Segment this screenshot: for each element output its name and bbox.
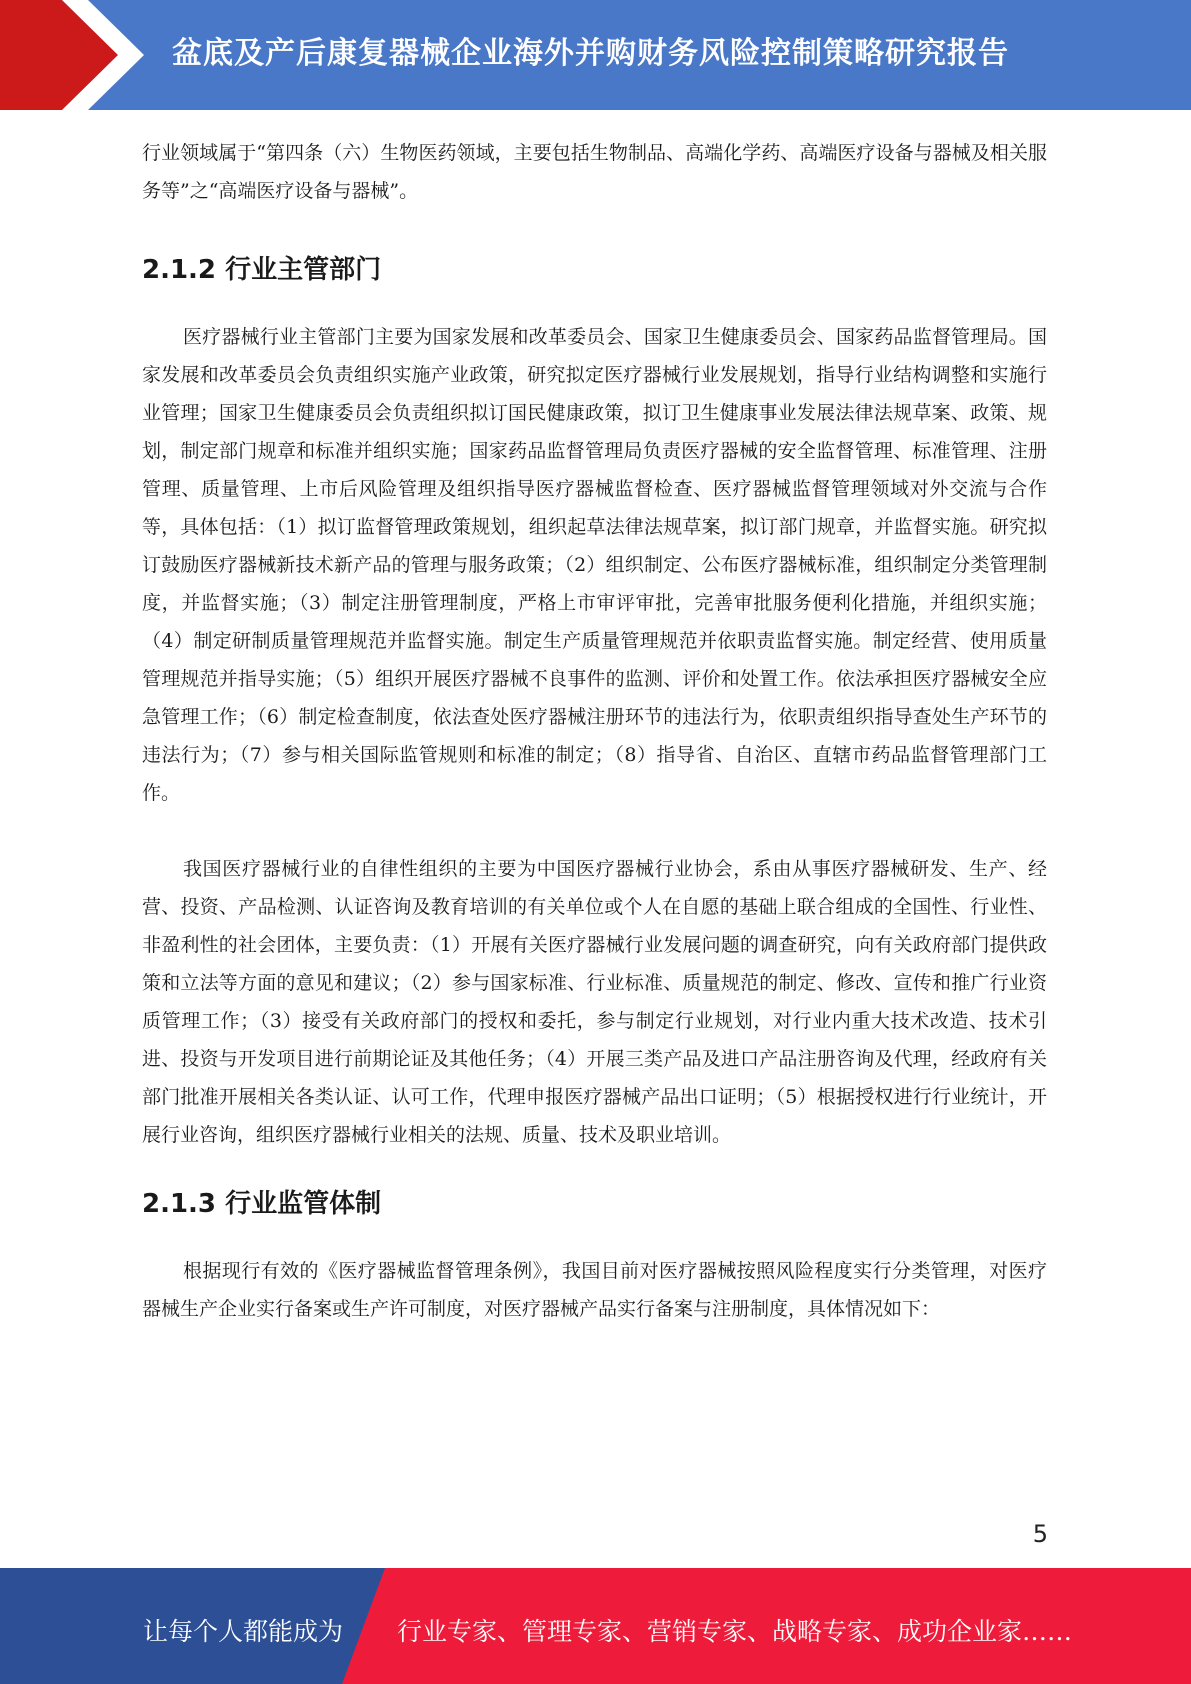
- page-content: [142, 134, 1047, 1328]
- page-header: [0, 0, 1191, 110]
- paragraph-industry-association: 我国医疗器械行业的自律性组织的主要为中国医疗器械行业协会，系由从事医疗器械研发、生产、经营、投资、产品检测、认证咨询及教育培训的有关单位或个人在自愿的基础上联合组成的全国性、行业性、非盈利性的社会团体，主要负责：（1）开展有关医疗器械行业发展问题的调查研究，向有关政府部门提供政策和立法等方面的意见和建议；（2）参与国家标准、行业标准、质量规范的制定、修改、宣传和推广行业资质管理工作；（3）接受有关政府部门的授权和委托，参与制定行业规划，对行业内重大技术改造、技术引进、投资与开发项目进行前期论证及其他任务；（4）开展三类产品及进口产品注册咨询及代理，经政府有关部门批准开展相关各类认证、认可工作，代理申报医疗器械产品出口证明；（5）根据授权进行行业统计，开展行业咨询，组织医疗器械行业相关的法规、质量、技术及职业培训。: [142, 858, 1047, 1146]
- footer-slogan-left: 让每个人都能成为: [143, 1617, 344, 1646]
- page-number: 5: [1032, 1520, 1048, 1548]
- report-title: 盆底及产后康复器械企业海外并购财务风险控制策略研究报告: [172, 36, 1009, 71]
- page-footer: [0, 1568, 1191, 1684]
- paragraph-spacer: [142, 812, 1047, 850]
- paragraph-regulators: 医疗器械行业主管部门主要为国家发展和改革委员会、国家卫生健康委员会、国家药品监督管理局。国家发展和改革委员会负责组织实施产业政策，研究拟定医疗器械行业发展规划，指导行业结构调整和实施行业管理；国家卫生健康委员会负责组织拟订国民健康政策，拟订卫生健康事业发展法律法规草案、政策、规划，制定部门规章和标准并组织实施；国家药品监督管理局负责医疗器械的安全监督管理、标准管理、注册管理、质量管理、上市后风险管理及组织指导医疗器械监督检查、医疗器械监督管理领域对外交流与合作等，具体包括：（1）拟订监督管理政策规划，组织起草法律法规草案，拟订部门规章，并监督实施。研究拟订鼓励医疗器械新技术新产品的管理与服务政策；（2）组织制定、公布医疗器械标准，组织制定分类管理制度，并监督实施；（3）制定注册管理制度，严格上市审评审批，完善审批服务便利化措施，并组织实施；（4）制定研制质量管理规范并监督实施。制定生产质量管理规范并依职责监督实施。制定经营、使用质量管理规范并指导实施；（5）组织开展医疗器械不良事件的监测、评价和处置工作。依法承担医疗器械安全应急管理工作；（6）制定检查制度，依法查处医疗器械注册环节的违法行为，依职责组织指导查处生产环节的违法行为；（7）参与相关国际监管规则和标准的制定；（8）指导省、自治区、直辖市药品监督管理部门工作。: [142, 326, 1047, 804]
- intro-paragraph: 行业领域属于“第四条（六）生物医药领域，主要包括生物制品、高端化学药、高端医疗设备与器械及相关服务等”之“高端医疗设备与器械”。: [142, 142, 1047, 202]
- paragraph-regulatory-system: 根据现行有效的《医疗器械监督管理条例》，我国目前对医疗器械按照风险程度实行分类管理，对医疗器械生产企业实行备案或生产许可制度，对医疗器械产品实行备案与注册制度，具体情况如下：: [142, 1260, 1047, 1320]
- section-heading-2-1-3: 2.1.3 行业监管体制: [142, 1189, 382, 1219]
- footer-slogan-right: 行业专家、管理专家、营销专家、战略专家、成功企业家……: [397, 1617, 1073, 1646]
- section-heading-2-1-2: 2.1.2 行业主管部门: [142, 255, 382, 285]
